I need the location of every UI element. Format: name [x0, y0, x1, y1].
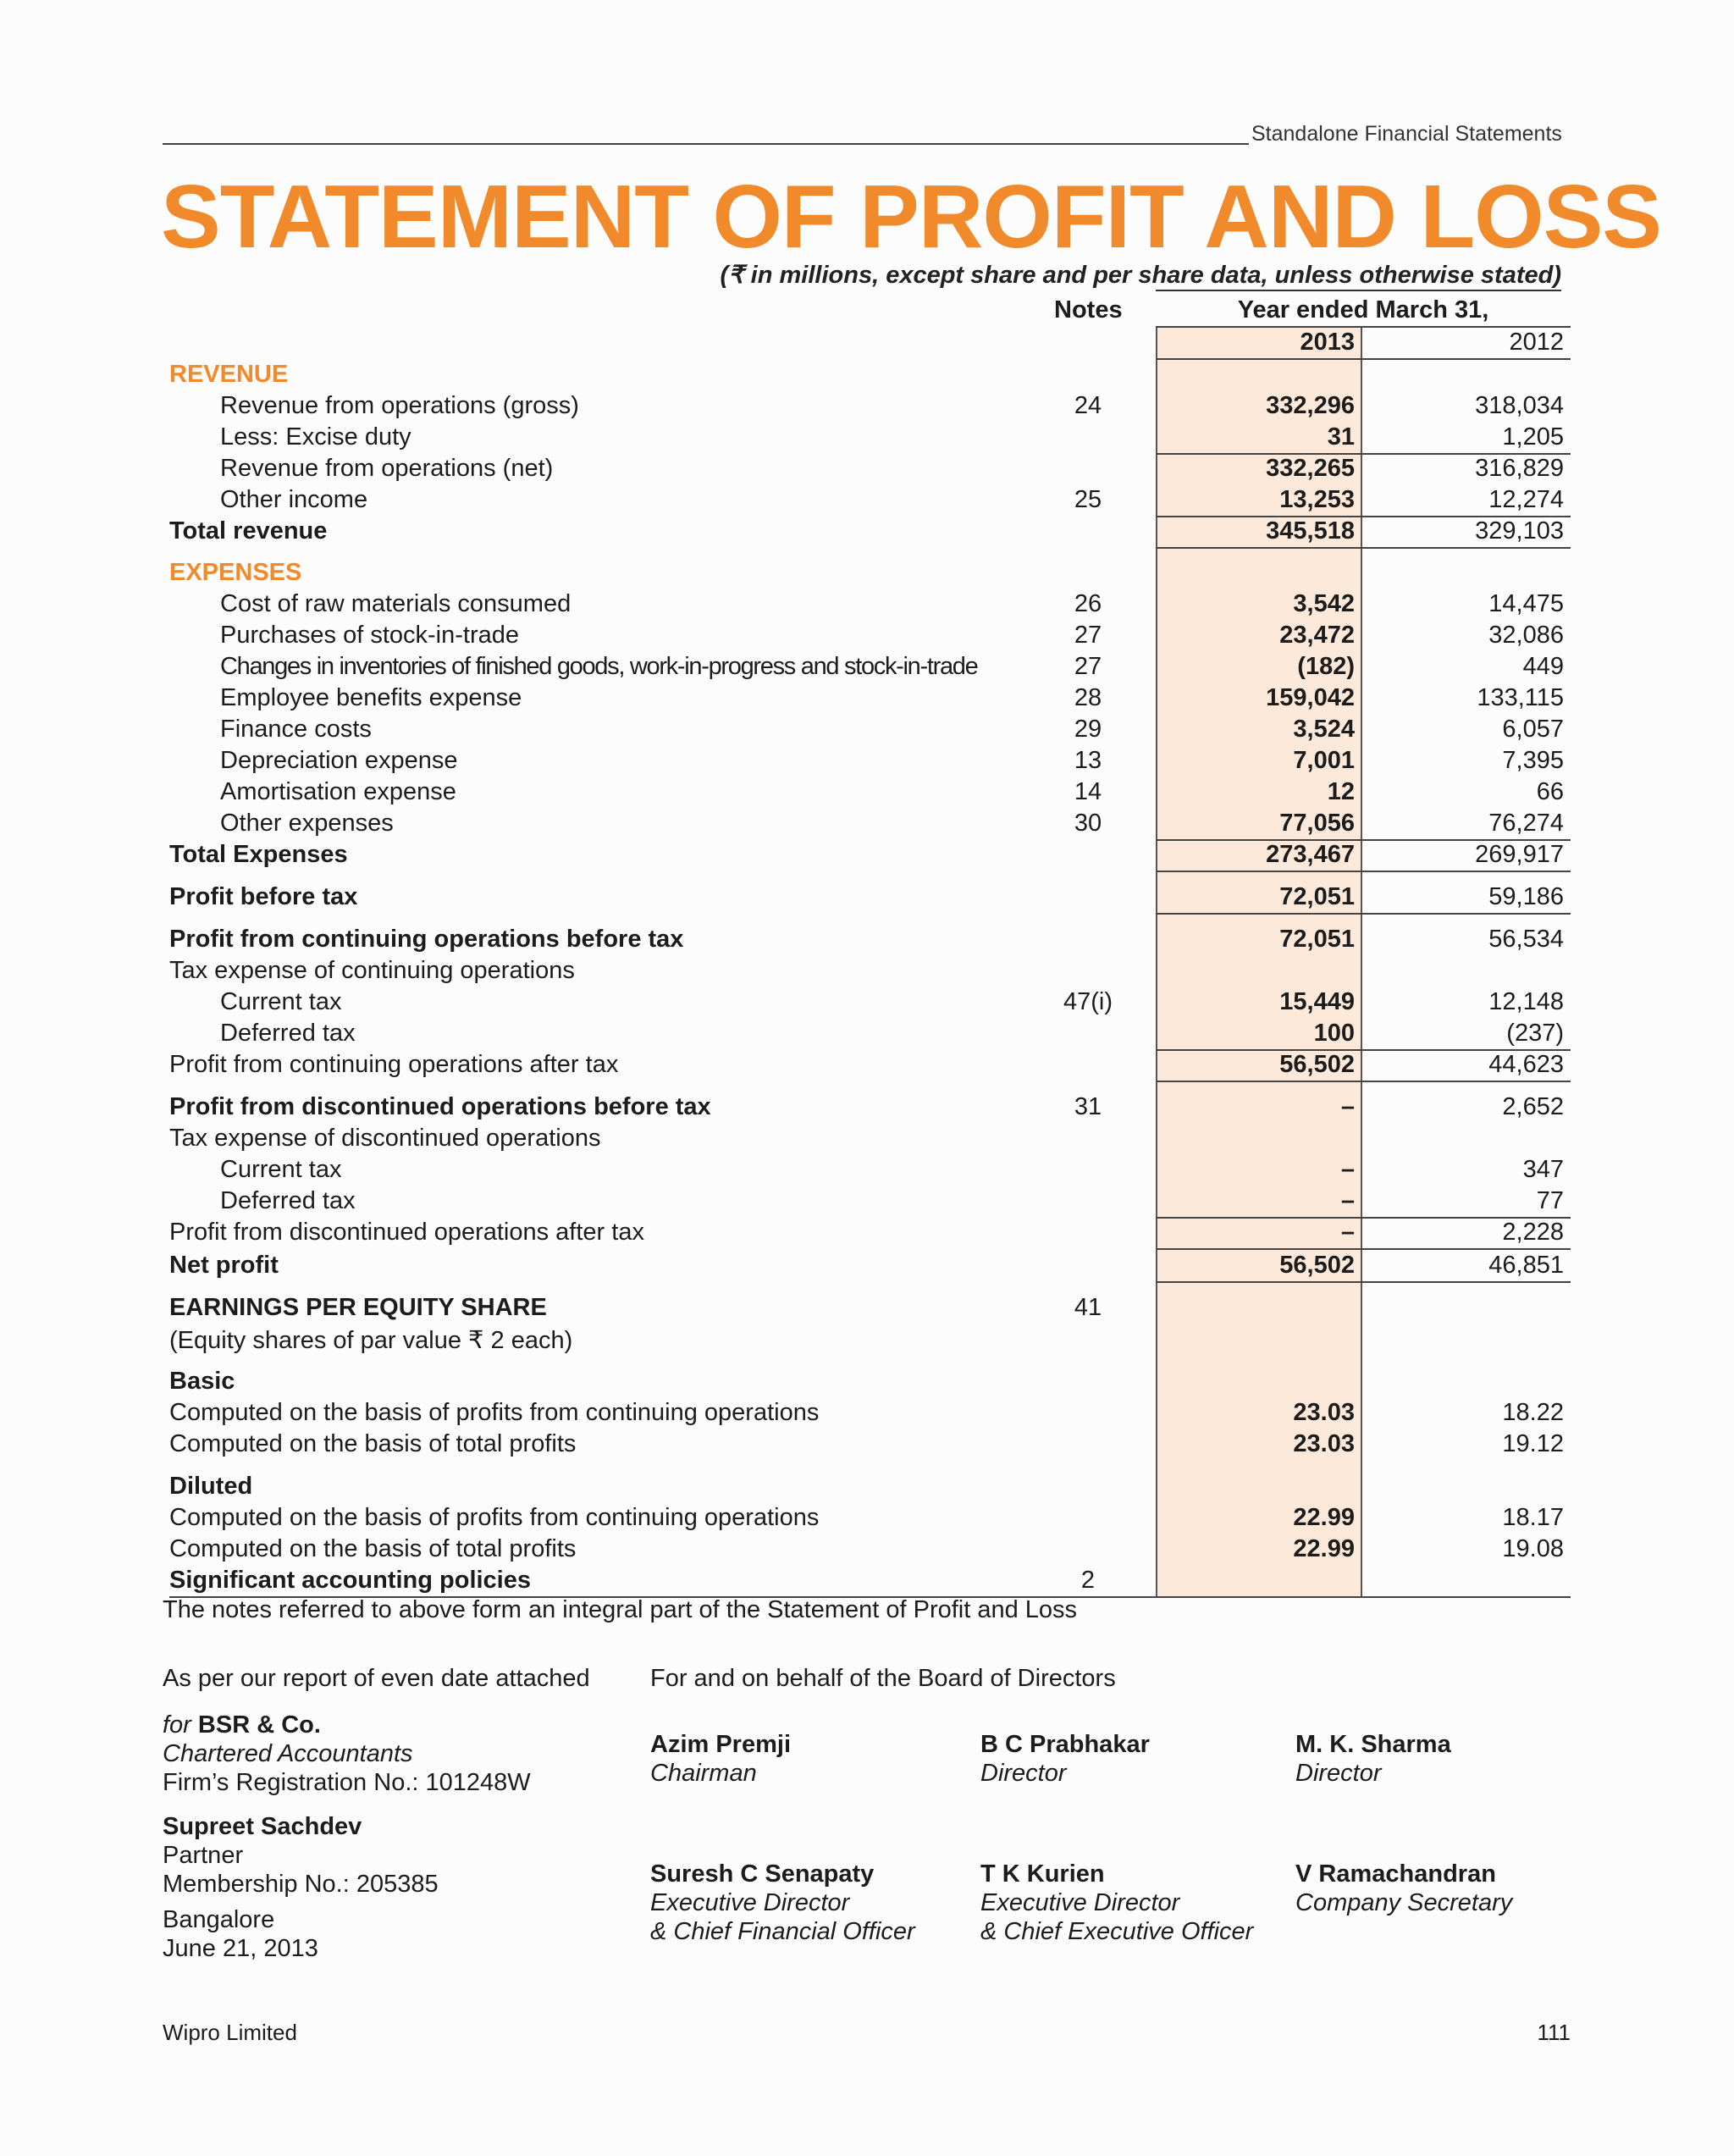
- page-title: STATEMENT OF PROFIT AND LOSS: [161, 167, 1661, 267]
- row-current-tax-continuing: [169, 988, 1571, 1020]
- partner-name: Supreet Sachdev: [163, 1813, 362, 1840]
- row-value-2012: 329,103: [1475, 517, 1564, 545]
- firm-registration: Firm’s Registration No.: 101248W: [163, 1769, 531, 1796]
- row-value-2012: 44,623: [1488, 1051, 1564, 1078]
- row-label: Deferred tax: [220, 1187, 356, 1214]
- signatory-title: Chairman: [650, 1760, 757, 1787]
- rule: [1156, 547, 1571, 549]
- row-label: EXPENSES: [169, 559, 302, 586]
- signatory: [980, 1730, 1150, 1788]
- signatory: [980, 1860, 1253, 1946]
- row-value-2013: –: [1340, 1187, 1355, 1214]
- row-label: Purchases of stock-in-trade: [220, 622, 519, 649]
- row-label: Profit from discontinued operations after tax: [169, 1219, 644, 1246]
- row-value-2013: –: [1340, 1219, 1355, 1246]
- row-value-2012: 316,829: [1475, 455, 1564, 482]
- row-value-2013: 3,542: [1293, 590, 1355, 617]
- row-value-2013: 7,001: [1293, 747, 1355, 774]
- year-header: Year ended March 31,: [1237, 296, 1489, 323]
- row-value-2012: 1,205: [1502, 423, 1564, 451]
- row-label: Profit from continuing operations after tax: [169, 1051, 619, 1078]
- row-label: Diluted: [169, 1473, 253, 1500]
- place-date-block: [163, 1905, 318, 1963]
- signatory-title: Executive Director: [980, 1889, 1180, 1916]
- row-value-2012: 449: [1522, 653, 1564, 680]
- row-raw-materials: [169, 590, 1571, 622]
- row-value-2013: 23.03: [1293, 1399, 1355, 1426]
- rule: [1156, 913, 1571, 915]
- row-note: 30: [1074, 810, 1102, 837]
- row-value-2013: –: [1340, 1093, 1355, 1120]
- row-value-2012: 59,186: [1488, 883, 1564, 910]
- row-continuing-before-tax: [169, 926, 1571, 957]
- row-stock-in-trade: [169, 622, 1571, 653]
- row-value-2013: 3,524: [1293, 716, 1355, 743]
- row-label: Amortisation expense: [220, 778, 456, 805]
- row-value-2013: 100: [1313, 1020, 1355, 1047]
- row-total-expenses: [169, 841, 1571, 872]
- row-label: Deferred tax: [220, 1020, 356, 1047]
- signatory-title: Director: [980, 1760, 1067, 1787]
- row-net-profit: [169, 1252, 1571, 1283]
- row-value-2012: 76,274: [1488, 810, 1564, 837]
- units-note: (₹ in millions, except share and per share data, unless otherwise stated): [720, 262, 1561, 289]
- row-value-2012: 318,034: [1475, 392, 1564, 419]
- firm-name: BSR & Co.: [197, 1711, 321, 1739]
- signatory: [1295, 1860, 1512, 1917]
- row-label: (Equity shares of par value ₹ 2 each): [169, 1327, 573, 1354]
- notes-column-header: Notes: [1054, 296, 1123, 323]
- footer-company: Wipro Limited: [163, 2020, 297, 2045]
- row-value-2012: 2,652: [1502, 1093, 1564, 1120]
- row-revenue-heading: [169, 361, 1571, 392]
- row-label: Computed on the basis of profits from continuing operations: [169, 1504, 820, 1531]
- row-deferred-tax-discontinued: [169, 1187, 1571, 1219]
- row-label: Cost of raw materials consumed: [220, 590, 572, 617]
- date: June 21, 2013: [163, 1935, 318, 1962]
- row-value-2012: (237): [1506, 1020, 1564, 1047]
- row-value-2012: 56,534: [1488, 926, 1564, 953]
- row-label: Significant accounting policies: [169, 1567, 531, 1594]
- row-value-2012: 12,148: [1488, 988, 1564, 1015]
- integral-note: The notes referred to above form an integral part of the Statement of Profit and Loss: [163, 1596, 1078, 1623]
- row-label: Profit from continuing operations before tax: [169, 926, 684, 953]
- row-note: 28: [1074, 684, 1102, 711]
- year-2013-header: 2013: [1300, 329, 1355, 356]
- row-value-2012: 12,274: [1488, 486, 1564, 513]
- row-value-2013: 12: [1327, 778, 1355, 805]
- signatory-title: Director: [1295, 1760, 1382, 1787]
- row-note: 24: [1074, 392, 1102, 419]
- membership-no: Membership No.: 205385: [163, 1871, 439, 1898]
- row-excise-duty: [169, 423, 1571, 455]
- row-value-2012: 32,086: [1488, 622, 1564, 649]
- row-par-value: [169, 1325, 1571, 1357]
- signatory-title-2: & Chief Executive Officer: [980, 1918, 1254, 1945]
- row-basic-total: [169, 1430, 1571, 1462]
- row-label: Computed on the basis of total profits: [169, 1430, 577, 1457]
- row-value-2013: –: [1340, 1156, 1355, 1183]
- row-continuing-after-tax: [169, 1051, 1571, 1082]
- row-value-2013: 22.99: [1293, 1504, 1355, 1531]
- row-accounting-policies: [169, 1567, 1571, 1598]
- row-label: Other expenses: [220, 810, 394, 837]
- row-label: Profit from discontinued operations before tax: [169, 1093, 711, 1120]
- row-label: Tax expense of discontinued operations: [169, 1125, 601, 1152]
- row-label: Profit before tax: [169, 883, 358, 910]
- row-value-2013: 15,449: [1279, 988, 1355, 1015]
- partner-block: [163, 1812, 439, 1899]
- signatory-name: Azim Premji: [650, 1731, 791, 1758]
- signatory-title-2: & Chief Financial Officer: [650, 1918, 915, 1945]
- row-deferred-tax-continuing: [169, 1020, 1571, 1051]
- row-label: Less: Excise duty: [220, 423, 411, 451]
- row-value-2012: 347: [1522, 1156, 1564, 1183]
- row-label: Net profit: [169, 1252, 279, 1279]
- row-depreciation: [169, 747, 1571, 778]
- row-value-2013: 159,042: [1266, 684, 1355, 711]
- row-revenue-net: [169, 455, 1571, 486]
- row-note: 41: [1074, 1294, 1102, 1321]
- row-value-2012: 46,851: [1488, 1252, 1564, 1279]
- rule: [1156, 871, 1571, 872]
- row-note: 31: [1074, 1093, 1102, 1120]
- row-revenue-gross: [169, 392, 1571, 423]
- row-employee-benefits: [169, 684, 1571, 716]
- signatory: [650, 1730, 791, 1788]
- row-label: Revenue from operations (gross): [220, 392, 579, 419]
- row-diluted-heading: [169, 1473, 1571, 1504]
- row-label: REVENUE: [169, 361, 289, 388]
- row-value-2013: 56,502: [1279, 1051, 1355, 1078]
- row-value-2012: 18.17: [1502, 1504, 1564, 1531]
- header-rule-top: [1156, 326, 1571, 328]
- row-value-2012: 2,228: [1502, 1219, 1564, 1246]
- row-value-2013: 345,518: [1266, 517, 1355, 545]
- signatory-name: T K Kurien: [980, 1860, 1105, 1888]
- units-underline: [1156, 290, 1561, 291]
- section-header: Standalone Financial Statements: [1251, 122, 1562, 146]
- row-value-2012: 7,395: [1502, 747, 1564, 774]
- row-value-2013: 77,056: [1279, 810, 1355, 837]
- row-amortisation: [169, 778, 1571, 810]
- row-label: Finance costs: [220, 716, 372, 743]
- row-value-2013: 273,467: [1266, 841, 1355, 868]
- row-value-2013: 13,253: [1279, 486, 1355, 513]
- board-heading: For and on behalf of the Board of Directors: [650, 1665, 1116, 1692]
- row-note: 26: [1074, 590, 1102, 617]
- header-rule-bottom: [1156, 358, 1571, 360]
- row-value-2013: 22.99: [1293, 1535, 1355, 1562]
- row-label: Current tax: [220, 1156, 342, 1183]
- row-value-2012: 6,057: [1502, 716, 1564, 743]
- row-note: 13: [1074, 747, 1102, 774]
- signatory-name: V Ramachandran: [1295, 1860, 1496, 1888]
- row-value-2012: 14,475: [1488, 590, 1564, 617]
- row-label: Other income: [220, 486, 368, 513]
- auditor-firm: [163, 1711, 531, 1739]
- row-label: Basic: [169, 1368, 235, 1395]
- row-value-2013: 23.03: [1293, 1430, 1355, 1457]
- signatory-name: Suresh C Senapaty: [650, 1860, 875, 1888]
- row-diluted-total: [169, 1535, 1571, 1567]
- row-label: Total revenue: [169, 517, 328, 545]
- row-value-2012: 19.12: [1502, 1430, 1564, 1457]
- header-rule: [163, 143, 1249, 145]
- row-discontinued-before-tax: [169, 1093, 1571, 1125]
- row-note: 29: [1074, 716, 1102, 743]
- signatory-title: Executive Director: [650, 1889, 850, 1916]
- row-value-2013: 332,265: [1266, 455, 1355, 482]
- row-label: Depreciation expense: [220, 747, 458, 774]
- row-basic-heading: [169, 1368, 1571, 1399]
- signatory-name: M. K. Sharma: [1295, 1731, 1451, 1758]
- row-value-2012: 66: [1536, 778, 1564, 805]
- auditor-report-line: As per our report of even date attached: [163, 1665, 590, 1692]
- row-note: 25: [1074, 486, 1102, 513]
- row-diluted-continuing: [169, 1504, 1571, 1535]
- row-label: Total Expenses: [169, 841, 348, 868]
- row-basic-continuing: [169, 1399, 1571, 1430]
- signatory-name: B C Prabhakar: [980, 1731, 1150, 1758]
- row-value-2012: 269,917: [1475, 841, 1564, 868]
- auditor-block: [163, 1711, 531, 1797]
- row-value-2012: 77: [1536, 1187, 1564, 1214]
- row-other-income: [169, 486, 1571, 517]
- row-value-2012: 133,115: [1477, 684, 1564, 711]
- firm-type: Chartered Accountants: [163, 1740, 413, 1767]
- place: Bangalore: [163, 1906, 275, 1933]
- row-eps-heading: [169, 1294, 1571, 1325]
- row-value-2013: 72,051: [1279, 883, 1355, 910]
- row-note: 14: [1074, 778, 1102, 805]
- partner-title: Partner: [163, 1842, 244, 1869]
- row-value-2013: (182): [1297, 653, 1355, 680]
- row-note: 27: [1074, 622, 1102, 649]
- row-label: Computed on the basis of profits from continuing operations: [169, 1399, 820, 1426]
- row-value-2013: 56,502: [1279, 1252, 1355, 1279]
- row-total-revenue: [169, 517, 1571, 549]
- row-label: Employee benefits expense: [220, 684, 522, 711]
- row-label: Computed on the basis of total profits: [169, 1535, 577, 1562]
- row-value-2013: 31: [1327, 423, 1355, 451]
- row-other-expenses: [169, 810, 1571, 841]
- year-2012-header: 2012: [1509, 329, 1564, 356]
- row-current-tax-discontinued: [169, 1156, 1571, 1187]
- rule: [1156, 1281, 1571, 1283]
- row-note: 2: [1080, 1567, 1096, 1594]
- row-label: Changes in inventories of finished goods, work-in-progress and stock-in-trade: [220, 653, 978, 680]
- row-value-2013: 23,472: [1279, 622, 1355, 649]
- row-label: Revenue from operations (net): [220, 455, 554, 482]
- row-tax-continuing-heading: [169, 957, 1571, 988]
- signatory-title: Company Secretary: [1295, 1889, 1513, 1916]
- row-value-2012: 19.08: [1502, 1535, 1564, 1562]
- signatory: [650, 1860, 915, 1946]
- page-number: 111: [1537, 2020, 1571, 2045]
- row-note: 47(i): [1063, 988, 1113, 1015]
- row-expenses-heading: [169, 559, 1571, 590]
- signatory: [1295, 1730, 1451, 1788]
- row-label: Current tax: [220, 988, 342, 1015]
- row-discontinued-after-tax: [169, 1219, 1571, 1250]
- row-note: 27: [1074, 653, 1102, 680]
- row-label: EARNINGS PER EQUITY SHARE: [169, 1294, 547, 1321]
- for-word: for: [163, 1711, 191, 1739]
- rule: [1156, 1248, 1571, 1250]
- row-finance-costs: [169, 716, 1571, 747]
- row-value-2012: 18.22: [1502, 1399, 1564, 1426]
- row-profit-before-tax: [169, 883, 1571, 915]
- row-value-2013: 72,051: [1279, 926, 1355, 953]
- row-tax-discontinued-heading: [169, 1125, 1571, 1156]
- rule: [1156, 1081, 1571, 1082]
- row-value-2013: 332,296: [1266, 392, 1355, 419]
- row-label: Tax expense of continuing operations: [169, 957, 575, 984]
- row-changes-inventories: [169, 653, 1571, 684]
